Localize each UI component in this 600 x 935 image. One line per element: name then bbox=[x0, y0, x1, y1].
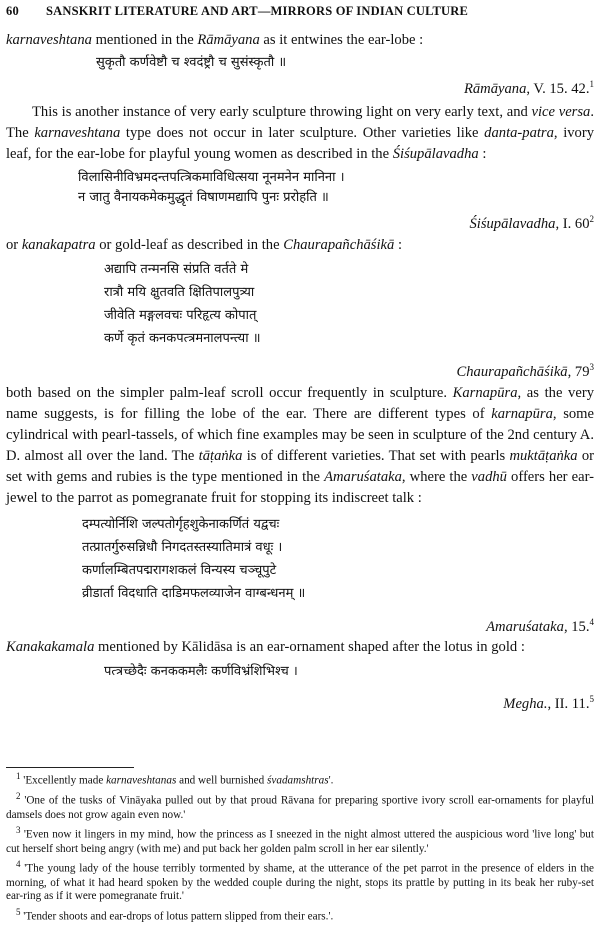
work-title: Śiśupālavadha bbox=[392, 145, 479, 162]
verse-line: अद्यापि तन्मनसि संप्रति वर्तते मे bbox=[104, 261, 249, 277]
footnote bbox=[6, 858, 594, 904]
text: , some cylindrical with pearl-tassels, of which fine examples may be seen in sculpture of the 2nd century A. D. almost all over the land. The bbox=[6, 405, 594, 464]
footnote bbox=[6, 770, 594, 788]
work-title: Amaruśataka bbox=[486, 618, 564, 635]
verse-line: जीवेति मङ्गलवचः परिहृत्य कोपात् bbox=[104, 307, 257, 323]
term: Kanakakamala bbox=[6, 639, 95, 656]
paragraph bbox=[6, 637, 594, 658]
running-title: SANSKRIT LITERATURE AND ART—MIRRORS OF INDIAN CULTURE bbox=[46, 4, 469, 18]
text: , ivory leaf, for the ear-lobe for playful young women as described in the bbox=[6, 124, 594, 162]
source-ref-1 bbox=[6, 73, 594, 100]
verse-line: कर्णालम्बितपद्मरागशकलं विन्यस्य चञ्चूपुटे bbox=[82, 562, 277, 578]
text: This is another instance of very early sculpture throwing light on very early text, and bbox=[32, 103, 532, 120]
work-title: Śiśupālavadha bbox=[469, 215, 556, 232]
footnote-number: 5 bbox=[16, 906, 21, 917]
text: . The bbox=[6, 103, 594, 141]
text: , as the very name suggests, is for filling the lobe of the ear. There are different types of bbox=[6, 384, 594, 422]
verse-line: रात्रौ मयि क्षुतवति क्षितिपालपुत्र्या bbox=[104, 284, 255, 300]
footnote-marker: 5 bbox=[589, 694, 594, 705]
footnote-number: 4 bbox=[16, 859, 21, 870]
sanskrit-verse-1 bbox=[6, 53, 594, 73]
footnotes bbox=[6, 770, 594, 924]
footnote-number: 3 bbox=[16, 825, 21, 836]
verse-line: सुकृतौ कर्णवेष्टौ च श्वदंष्ट्रौ च सुसंस्कृतौ ॥ bbox=[96, 55, 287, 70]
term: vice versa bbox=[531, 103, 591, 120]
text: or gold-leaf as described in the bbox=[95, 236, 284, 253]
footnote-marker: 3 bbox=[589, 361, 594, 372]
work-title: Chaurapañchāśikā bbox=[456, 363, 568, 380]
sanskrit-verse-2 bbox=[6, 168, 594, 208]
footnote bbox=[6, 790, 594, 822]
source-ref-3 bbox=[6, 356, 594, 383]
work-title: Rāmāyana bbox=[463, 80, 527, 97]
ref: , II. 11. bbox=[547, 696, 590, 713]
source-ref-2 bbox=[6, 208, 594, 235]
footnote-number: 2 bbox=[16, 791, 21, 802]
text: type does not occur in later sculpture. Other varieties like bbox=[120, 124, 485, 141]
verse-line: तत्प्रातर्गुरुसन्निधौ निगदतस्तस्यातिमात्रं वधूः । bbox=[82, 539, 283, 555]
text: as it entwines the ear-lobe : bbox=[259, 32, 424, 48]
footnote-text: and well burnished bbox=[176, 774, 268, 787]
text: offers her ear-jewel to the parrot as pomegranate fruit for stopping its indiscreet talk : bbox=[6, 468, 594, 506]
paragraph bbox=[6, 235, 594, 256]
work-title: Megha. bbox=[503, 696, 548, 713]
verse-line: व्रीडार्ता विदधाति दाडिमफलव्याजेन वाग्बन्धनम् ॥ bbox=[82, 585, 306, 601]
footnote-marker: 4 bbox=[589, 616, 594, 627]
footnote-text: 'Tender shoots and ear-drops of lotus pattern slipped from their ears.'. bbox=[20, 910, 334, 923]
text: : bbox=[394, 236, 402, 253]
sanskrit-verse-3 bbox=[6, 258, 594, 350]
verse-line: विलासिनीविभ्रमदन्तपत्त्रिकमाविधित्सया नूनमनेन मानिना । bbox=[78, 169, 345, 185]
footnote-text: 'One of the tusks of Vināyaka pulled out by that proud Rāvana for preparing sportive ivory scroll ear-ornaments for playful damsels does not grow again even now.' bbox=[6, 795, 594, 821]
paragraph bbox=[6, 383, 594, 509]
page-number: 60 bbox=[6, 4, 19, 18]
footnote bbox=[6, 906, 594, 924]
sanskrit-verse-4 bbox=[6, 513, 594, 605]
verse-line: न जातु वैनायकमेकमुद्धृतं विषाणमद्यापि पुनः प्ररोहति ॥ bbox=[78, 189, 329, 205]
term: tāṭaṅka bbox=[198, 447, 243, 464]
text: both based on the simpler palm-leaf scroll occur frequently in sculpture. bbox=[6, 384, 453, 401]
work-title: Rāmāyana bbox=[197, 32, 260, 48]
term: Karnapūra bbox=[452, 384, 518, 401]
footnote bbox=[6, 824, 594, 856]
intro-line bbox=[6, 30, 594, 51]
ref: , V. 15. 42. bbox=[526, 80, 590, 97]
text: or set with gems and rubies is the type mentioned in the bbox=[6, 447, 595, 485]
verse-line: पत्त्रच्छेदैः कनककमलैः कर्णविभ्रंशिभिश्च । bbox=[104, 664, 298, 680]
term: karnapūra bbox=[491, 405, 553, 422]
page-body bbox=[6, 30, 594, 715]
paragraph bbox=[6, 102, 594, 165]
text: is of different varieties. That set with pearls bbox=[242, 447, 510, 464]
text: , where the bbox=[401, 468, 472, 485]
term: muktāṭaṅka bbox=[509, 447, 578, 464]
footnote-text: 'The young lady of the house terribly tormented by shame, at the utterance of the pet parrot in the presence of elders in the morning, of what it had heard spoken by the wedded couple during the night, stops its prattle by putting in its beak her ruby-set ear-ring as if it were pomegranate fruit.' bbox=[6, 862, 594, 903]
footnote-marker: 1 bbox=[589, 79, 594, 89]
text: mentioned by Kālidāsa is an ear-ornament shaped after the lotus in gold : bbox=[94, 639, 525, 656]
footnote-text: 'Even now it lingers in my mind, how the princess as I sneezed in the night almost uttered the auspicious word 'live long' but cut herself short being angry (with me) and put back her golden palm scroll in her ear silently.' bbox=[6, 828, 594, 855]
text: or bbox=[6, 236, 22, 253]
verse-line: कर्णे कृतं कनकपत्त्रमनालपन्त्या ॥ bbox=[104, 330, 261, 346]
footnote-rule bbox=[6, 767, 134, 768]
text: : bbox=[478, 145, 487, 162]
footnote-text: 'Excellently made bbox=[20, 774, 107, 787]
ref: , 79 bbox=[567, 363, 590, 380]
term: karnaveshtana bbox=[34, 124, 121, 141]
running-header bbox=[6, 4, 594, 20]
term: danta-patra bbox=[484, 124, 554, 141]
work-title: Chaurapañchāśikā bbox=[283, 236, 395, 253]
term: karnaveshtanas bbox=[106, 774, 177, 787]
term: kanakapatra bbox=[21, 236, 96, 253]
source-ref-5 bbox=[6, 688, 594, 715]
term: śvadamshtras bbox=[267, 774, 329, 787]
term: karnaveshtana bbox=[6, 32, 92, 48]
footnote-text: '. bbox=[328, 774, 334, 787]
text: mentioned in the bbox=[91, 32, 198, 48]
footnote-number: 1 bbox=[16, 771, 21, 781]
term: vadhū bbox=[471, 468, 507, 485]
ref: , 15. bbox=[563, 618, 590, 635]
sanskrit-verse-5 bbox=[6, 662, 594, 682]
work-title: Amaruśataka bbox=[324, 468, 402, 485]
ref: , I. 60 bbox=[555, 215, 590, 232]
footnote-marker: 2 bbox=[589, 213, 594, 224]
source-ref-4 bbox=[6, 611, 594, 638]
verse-line: दम्पत्योर्निशि जल्पतोर्गृहशुकेनाकर्णितं यद्वचः bbox=[82, 516, 280, 532]
